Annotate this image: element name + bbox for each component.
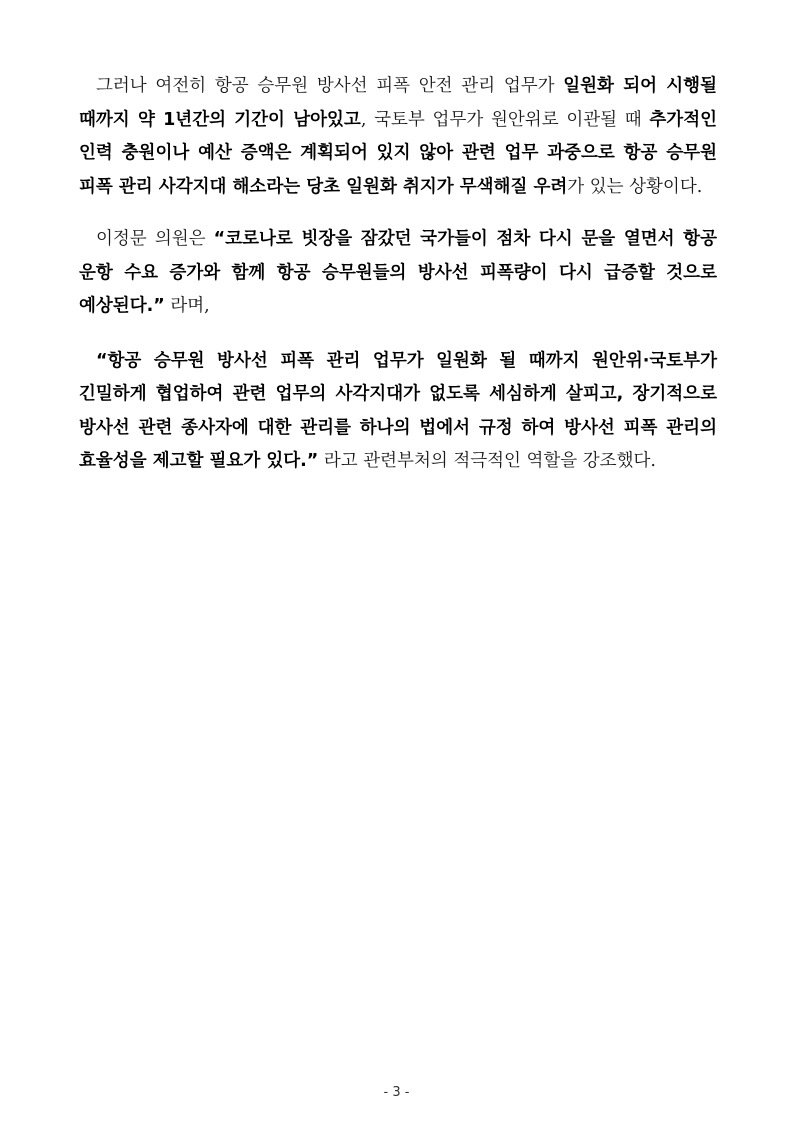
- bold-text-segment: 추가적인 인력 충원이나 예산 증액은 계획되어 있지 않아 관련 업무 과중으로 항공 승무원 피폭 관리 사각지대 해소라는 당초 일원화 취지가 무색해질 우려: [79, 109, 718, 197]
- page-number: - 3 -: [383, 1085, 410, 1100]
- bold-text-segment: “항공 승무원 방사선 피폭 관리 업무가 일원화 될 때까지 원안위·국토부가 긴밀하게 협업하여 관련 업무의 사각지대가 없도록 세심하게 살피고, 장기적으로 방사선 관련 종사자에 대한 관리를 하나의 법에서 규정 하여 방사선 피폭 관리의 효율성을 제고할 필요가 있다.”: [79, 350, 717, 471]
- text-segment: 그러나 여전히 항공 승무원 방사선 피폭 안전 관리 업무가: [96, 76, 564, 96]
- document-body: [79, 70, 717, 479]
- text-segment: 라며,: [164, 296, 210, 316]
- text-segment: , 국토부 업무가 원안위로 이관될 때: [360, 109, 650, 130]
- bold-text-segment: “코로나로 빗장을 잠갔던 국가들이 점차 다시 문을 열면서 항공 운항 수요 증가와 함께 항공 승무원들의 방사선 피폭량이 다시 급증할 것으로 예상된다.”: [79, 229, 717, 316]
- paragraph-2: [79, 223, 717, 324]
- paragraph-1: [79, 70, 717, 204]
- bold-text-segment: 일원화 되어 시행될 때까지 약 1년간의 기간이 남아있고: [79, 76, 717, 130]
- text-segment: 라고 관련부처의 적극적인 역할을 강조했다.: [318, 451, 656, 471]
- paragraph-3: [79, 345, 717, 479]
- text-segment: 가 있는 상황이다.: [567, 176, 703, 197]
- text-segment: 이정문 의원은: [96, 229, 214, 249]
